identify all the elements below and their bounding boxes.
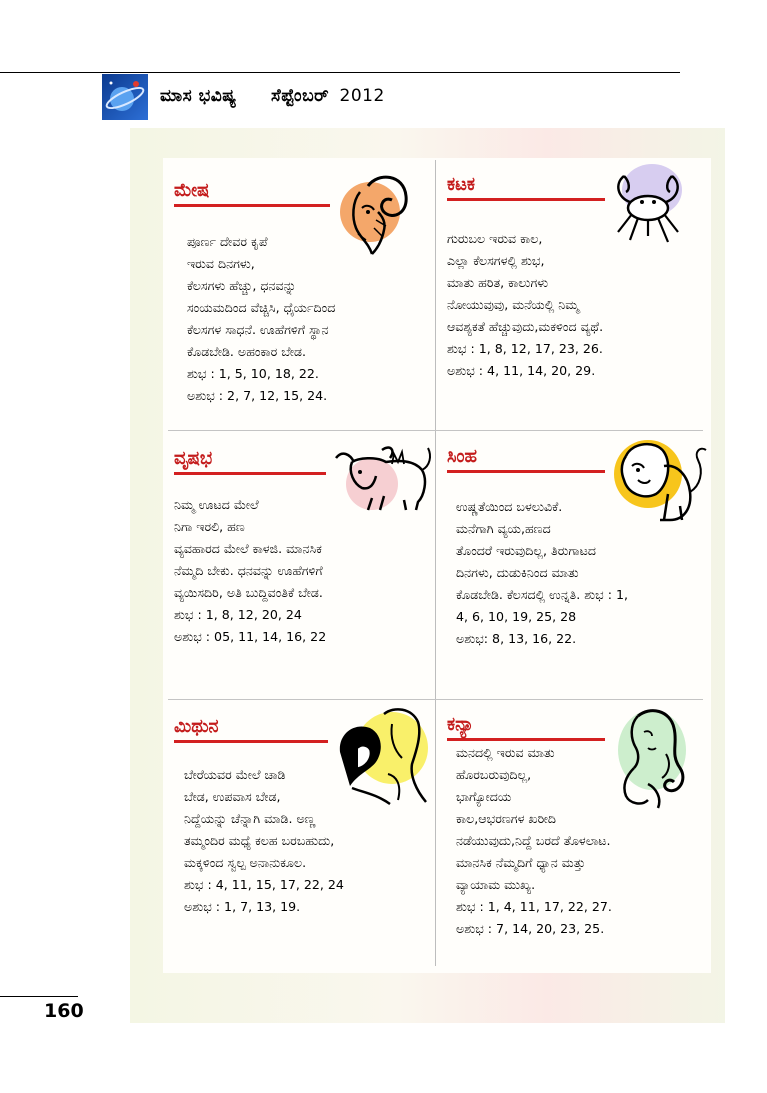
magazine-title: ಮಾಸ ಭವಿಷ್ಯ — [160, 86, 237, 106]
unlucky-dates: ಅಶುಭ : 7, 14, 20, 23, 25. — [456, 921, 605, 936]
lucky-dates: ಶುಭ : 1, 4, 11, 17, 22, 27. — [456, 899, 612, 914]
prediction-line: ಮನದಲ್ಲಿ ಇರುವ ಮಾತು — [456, 745, 555, 760]
lucky-dates: ಶುಭ : 1, 5, 10, 18, 22. — [187, 366, 319, 381]
prediction-line: ನೆಮ್ಮದಿ ಬೇಕು. ಧನವನ್ನು ಊಹೆಗಳಿಗೆ — [174, 563, 323, 578]
lucky-dates: ಶುಭ : 1, 8, 12, 20, 24 — [174, 607, 302, 622]
sign-simha — [447, 446, 605, 473]
prediction-line: ನಿಗಾ ಇರಲಿ, ಹಣ — [174, 519, 245, 534]
page-number: 160 — [44, 1000, 84, 1022]
prediction-line: ಬೇಡ, ಉಪವಾಸ ಬೇಡ, — [184, 789, 281, 804]
prediction-line: ವ್ಯವಹಾರದ ಮೇಲೆ ಕಾಳಜಿ. ಮಾನಸಿಕ — [174, 541, 322, 556]
column-divider — [435, 160, 436, 966]
prediction-line: ಕೊಡಬೇಡಿ. ಅಹಂಕಾರ ಬೇಡ. — [187, 344, 307, 359]
sign-simha-text — [456, 496, 628, 650]
prediction-line: ಸಂಯಮದಿಂದ ವೆಚ್ಚಿಸಿ, ಧೈರ್ಯದಿಂದ — [187, 300, 336, 315]
lucky-dates: 4, 6, 10, 19, 25, 28 — [456, 609, 577, 624]
sign-title: ಮಿಥುನ — [174, 716, 219, 737]
sign-title: ಸಿಂಹ — [447, 446, 478, 467]
title-underline — [174, 472, 326, 475]
issue-month: ಸೆಪ್ಟೆಂಬರ್ — [271, 86, 330, 106]
sign-vrushabha-text — [174, 494, 326, 648]
title-underline — [447, 738, 605, 741]
masthead — [160, 86, 385, 106]
bull-icon — [332, 440, 434, 512]
lucky-dates: ಶುಭ : 4, 11, 15, 17, 22, 24 — [184, 877, 344, 892]
sign-title: ಕಟಕ — [447, 174, 475, 195]
footer-rule — [0, 996, 78, 997]
row-divider — [168, 430, 703, 431]
couple-icon — [332, 704, 432, 806]
prediction-line: ವ್ಯಾಯಾಮ ಮುಖ್ಯ. — [456, 877, 536, 892]
prediction-line: ಪೂರ್ಣ ದೇವರ ಕೃಪೆ — [187, 234, 268, 249]
unlucky-dates: ಅಶುಭ : 1, 7, 13, 19. — [184, 899, 301, 914]
prediction-line: ಇರುವ ದಿನಗಳು, — [187, 256, 255, 271]
sign-mesha-text — [187, 231, 335, 407]
unlucky-dates: ಅಶುಭ : 4, 11, 14, 20, 29. — [447, 363, 596, 378]
lucky-dates: ಶುಭ : 1, 8, 12, 17, 23, 26. — [447, 341, 603, 356]
sign-title: ಕನ್ಯಾ — [447, 714, 474, 735]
prediction-line: ಹೊರಬರುವುದಿಲ್ಲ, — [456, 767, 532, 782]
prediction-line: ಮಾನಸಿಕ ನೆಮ್ಮದಿಗೆ ಧ್ಯಾನ ಮತ್ತು — [456, 855, 586, 870]
sign-kataka — [447, 174, 605, 201]
maiden-icon — [608, 704, 694, 814]
row-divider — [168, 699, 703, 700]
unlucky-dates: ಅಶುಭ: 8, 13, 16, 22. — [456, 631, 577, 646]
prediction-line: ನೋಯುವುವು, ಮನೆಯಲ್ಲಿ ನಿಮ್ಮ — [447, 297, 579, 312]
prediction-line: ಕೊಡಬೇಡಿ. ಕೆಲಸದಲ್ಲಿ ಉನ್ನತಿ. ಶುಭ : 1, — [456, 587, 628, 602]
prediction-line: ಕಾಲ,ಆಭರಣಗಳ ಖರೀದಿ — [456, 811, 557, 826]
sign-mithuna — [174, 716, 328, 743]
prediction-line: ಕೆಲಸಗಳು ಹೆಚ್ಚು, ಧನವನ್ನು — [187, 278, 297, 293]
prediction-line: ದಿನಗಳು, ದುಡುಕಿನಿಂದ ಮಾತು — [456, 565, 579, 580]
prediction-line: ಗುರುಬಲ ಇರುವ ಕಾಲ, — [447, 231, 543, 246]
sign-vrushabha — [174, 448, 326, 475]
sign-kanya-text — [456, 742, 612, 940]
prediction-line: ಮಾತು ಹರಿತ, ಕಾಲುಗಳು — [447, 275, 549, 290]
prediction-line: ತೊಂದರೆ ಇರುವುದಿಲ್ಲ, ತಿರುಗಾಟದ — [456, 543, 596, 558]
sign-mesha — [174, 180, 330, 207]
prediction-line: ನಿದ್ದೆಯನ್ನು ಚೆನ್ನಾಗಿ ಮಾಡಿ. ಅಣ್ಣ — [184, 811, 316, 826]
crab-icon — [608, 162, 694, 248]
prediction-line: ಭಾಗ್ಯೋದಯ — [456, 789, 512, 804]
sign-title: ಮೇಷ — [174, 180, 210, 201]
issue-year: 2012 — [339, 86, 385, 106]
prediction-line: ಬೇರೆಯವರ ಮೇಲೆ ಚಾಡಿ — [184, 767, 286, 782]
prediction-line: ಮನೆಗಾಗಿ ವ್ಯಯ,ಹಣದ — [456, 521, 551, 536]
sign-kanya — [447, 714, 605, 741]
prediction-line: ಎಲ್ಲಾ ಕೆಲಸಗಳಲ್ಲಿ ಶುಭ, — [447, 253, 545, 268]
prediction-line: ನಿಮ್ಮ ಊಟದ ಮೇಲೆ — [174, 497, 259, 512]
title-underline — [174, 204, 330, 207]
ram-icon — [338, 168, 416, 258]
prediction-line: ನಡೆಯುವುದು,ನಿದ್ದೆ ಬರದೆ ತೊಳಲಾಟ. — [456, 833, 611, 848]
prediction-line: ಮಕ್ಕಳಿಂದ ಸ್ವಲ್ಪ ಅನಾನುಕೂಲ. — [184, 855, 307, 870]
prediction-line: ಆವಶ್ಯಕತೆ ಹೆಚ್ಚುವುದು,ಮಕಳಿಂದ ವ್ಯಥೆ. — [447, 319, 604, 334]
prediction-line: ಕೆಲಸಗಳ ಸಾಧನೆ. ಊಹೆಗಳಿಗೆ ಸ್ಥಾನ — [187, 322, 329, 337]
prediction-line: ಉಷ್ಣತೆಯಿಂದ ಬಳಲುವಿಕೆ. — [456, 499, 563, 514]
sign-title: ವೃಷಭ — [174, 448, 213, 469]
title-underline — [447, 198, 605, 201]
prediction-line: ವ್ಯಯಿಸದಿರಿ, ಅತಿ ಬುದ್ದಿವಂತಿಕೆ ಬೇಡ. — [174, 585, 323, 600]
unlucky-dates: ಅಶುಭ : 2, 7, 12, 15, 24. — [187, 388, 328, 403]
title-underline — [447, 470, 605, 473]
unlucky-dates: ಅಶುಭ : 05, 11, 14, 16, 22 — [174, 629, 327, 644]
header-rule — [0, 72, 680, 73]
sign-mithuna-text — [184, 764, 344, 918]
sign-kataka-text — [447, 228, 603, 382]
title-underline — [174, 740, 328, 743]
prediction-line: ತಮ್ಮಂದಿರ ಮಧ್ಯೆ ಕಲಹ ಬರಬಹುದು, — [184, 833, 335, 848]
magazine-logo-icon — [102, 74, 148, 120]
